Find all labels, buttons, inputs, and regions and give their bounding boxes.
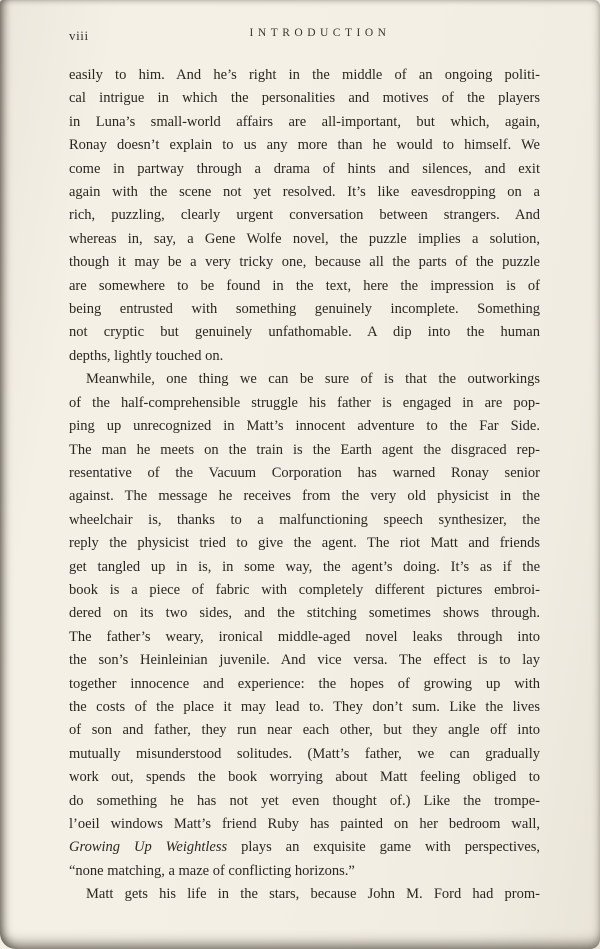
text-line: come in partway through a drama of hints and silences, and exit	[69, 160, 540, 177]
text-line: do something he has not yet even thought of.) Like the trompe-	[69, 792, 540, 809]
page-number: viii	[69, 28, 89, 43]
text-line: the son’s Heinleinian juvenile. And vice versa. The effect is to lay	[69, 652, 540, 669]
text-line: of the half-comprehensible struggle his father is engaged in are pop-	[69, 394, 540, 411]
text-line: the costs of the place it may lead to. They don’t sum. Like the lives	[69, 698, 540, 715]
text-line: though it may be a very tricky one, because all the parts of the puzzle	[69, 254, 540, 271]
text-line: are somewhere to be found in the text, here the impression is of	[69, 277, 540, 294]
paragraph-2	[69, 368, 540, 883]
text-line	[69, 836, 540, 859]
text-line: Matt gets his life in the stars, because John M. Ford had prom-	[86, 886, 540, 903]
text-line-rest: plays an exquisite game with perspectives,	[227, 839, 540, 856]
paragraph-1	[69, 64, 540, 368]
book-title-italic: Growing Up Weightless	[69, 839, 228, 856]
text-line: get tangled up in is, in some way, the agent’s doing. It’s as if the	[69, 558, 540, 575]
text-line: The man he meets on the train is the Earth agent the disgraced rep-	[69, 441, 540, 458]
text-line: book is a piece of fabric with completely different pictures embroi-	[69, 581, 540, 598]
text-line: “none matching, a maze of conflicting horizons.”	[69, 862, 355, 879]
text-line: against. The message he receives from the very old physicist in the	[69, 488, 540, 505]
text-block	[0, 49, 600, 907]
text-line: work out, spends the book worrying about Matt feeling obliged to	[69, 769, 540, 786]
text-line: depths, lightly touched on.	[69, 347, 224, 364]
text-line: resentative of the Vacuum Corporation has warned Ronay senior	[69, 464, 540, 481]
text-line: mutually misunderstood solitudes. (Matt’s father, we can gradually	[69, 745, 540, 762]
text-line: dered on its two sides, and the stitching sometimes shows through.	[69, 605, 540, 622]
text-line: Meanwhile, one thing we can be sure of is that the outworkings	[86, 371, 540, 388]
text-line: together innocence and experience: the hopes of growing up with	[69, 675, 540, 692]
text-line: rich, puzzling, clearly urgent conversation between strangers. And	[69, 207, 540, 224]
text-line: l’oeil windows Matt’s friend Ruby has painted on her bedroom wall,	[69, 816, 540, 832]
running-head: INTRODUCTION	[249, 27, 391, 39]
text-line: The father’s weary, ironical middle-aged novel leaks through into	[69, 628, 540, 645]
text-line: wheelchair is, thanks to a malfunctioning speech synthesizer, the	[69, 511, 540, 528]
page-header	[0, 0, 600, 49]
text-line: not cryptic but genuinely unfathomable. A dip into the human	[69, 324, 540, 341]
text-line: whereas in, say, a Gene Wolfe novel, the puzzle implies a solution,	[69, 230, 540, 247]
text-line: again with the scene not yet resolved. It’s like eavesdropping on a	[69, 184, 540, 201]
text-line: Ronay doesn’t explain to us any more than he would to himself. We	[69, 137, 540, 154]
paragraph-3	[69, 883, 540, 906]
text-line: of son and father, they run near each other, but they angle off into	[69, 722, 540, 739]
text-line: easily to him. And he’s right in the middle of an ongoing politi-	[69, 67, 540, 83]
text-line: ping up unrecognized in Matt’s innocent adventure to the Far Side.	[69, 418, 540, 435]
text-line: cal intrigue in which the personalities and motives of the players	[69, 90, 540, 107]
text-line: reply the physicist tried to give the agent. The riot Matt and friends	[69, 535, 540, 552]
text-line: being entrusted with something genuinely incomplete. Something	[69, 301, 540, 318]
text-line: in Luna’s small-world affairs are all-important, but which, again,	[69, 113, 540, 130]
